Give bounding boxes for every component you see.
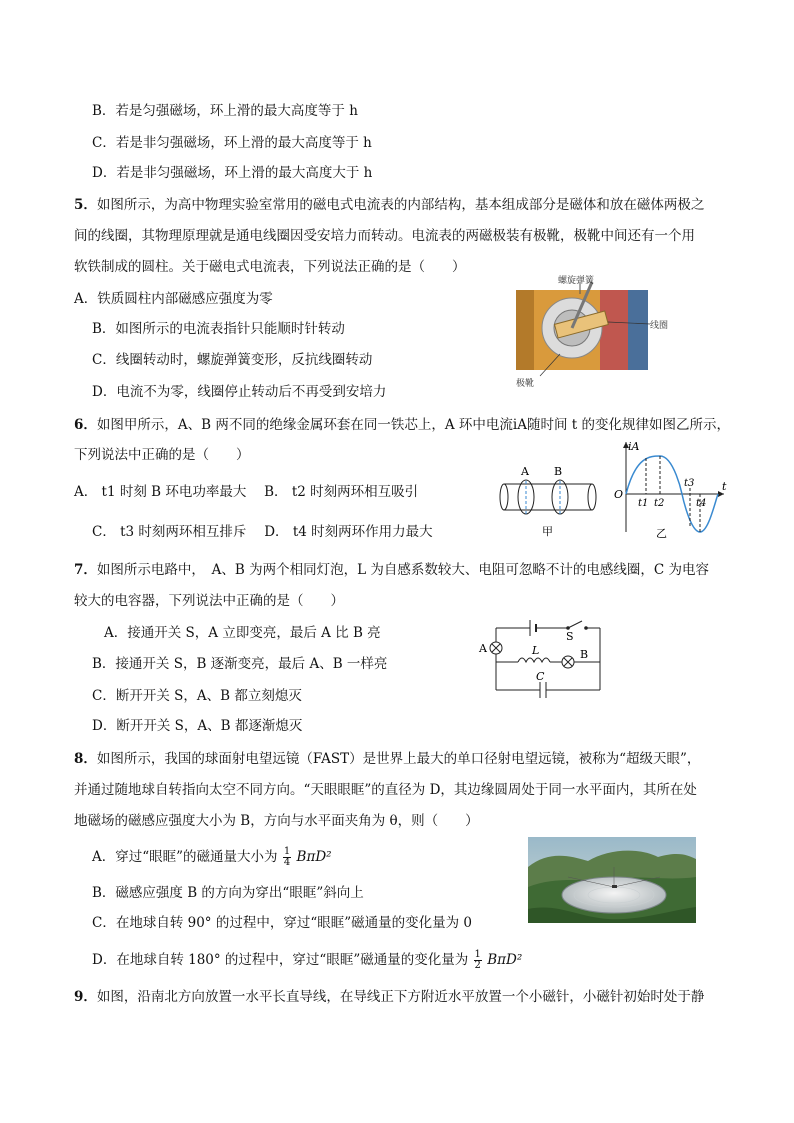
- q5-option-a: A．铁质圆柱内部磁感应强度为零: [74, 291, 273, 307]
- fast-telescope-photo: [528, 837, 696, 923]
- label-coil: 线圈: [650, 321, 669, 331]
- inductor-label: L: [532, 644, 540, 657]
- question-number: 9．: [74, 989, 97, 1005]
- q8-option-a: [92, 847, 332, 868]
- q8-option-d-text: D．在地球自转 180° 的过程中，穿过“眼眶”磁通量的变化量为: [92, 952, 469, 968]
- q9-stem-line1: 9．如图，沿南北方向放置一水平长直导线，在导线正下方附近水平放置一个小磁针，小磁针初始时处于静: [74, 989, 705, 1005]
- q4-option-d: D．若是非匀强磁场，环上滑的最大高度大于 h: [92, 165, 373, 181]
- q7-stem-line1: 7．如图所示电路中， A、B 为两个相同灯泡，L 为自感系数较大、电阻可忽略不计的电感线圈，C 为电容: [74, 562, 709, 578]
- q6-options-cd: C． t3 时刻两环相互排斥 D． t4 时刻两环作用力最大: [92, 524, 433, 540]
- ring-b-label: B: [554, 465, 563, 478]
- capacitor-label: C: [536, 670, 545, 683]
- q7-option-d: D．断开开关 S，A、B 都逐渐熄灭: [92, 718, 303, 734]
- question-number: 5．: [74, 197, 97, 213]
- t1-label: t1: [638, 498, 649, 509]
- q7-option-c: C．断开开关 S，A、B 都立刻熄灭: [92, 688, 302, 704]
- q8-option-d-formula: BπD²: [487, 952, 523, 968]
- rings-figure-jia: [494, 462, 604, 540]
- figure-yi-caption: 乙: [656, 527, 667, 540]
- q6-stem-line1: 6．如图甲所示，A、B 两不同的绝缘金属环套在同一铁芯上，A 环中电流iA随时间 t 的变化规律如图乙所示，: [74, 417, 730, 433]
- galvanometer-figure: [500, 272, 680, 390]
- q8-option-a-fraction: $\frac{1}{4}$: [283, 846, 291, 868]
- lamp-b-label: B: [580, 648, 589, 661]
- origin-label: O: [614, 488, 624, 501]
- axis-y-label: iA: [628, 440, 640, 453]
- q8-stem-line3: 地磁场的磁感应强度大小为 B，方向与水平面夹角为 θ，则（ ）: [74, 813, 479, 829]
- current-graph-yi: [604, 436, 730, 540]
- question-number: 6．: [74, 417, 97, 433]
- core-right-end: [588, 484, 596, 510]
- lamp-a-label: A: [479, 642, 487, 655]
- q8-stem-line2: 并通过随地球自转指向太空不同方向。“天眼眼眶”的直径为 D，其边缘圆周处于同一水平面内，其所在处: [74, 782, 697, 798]
- q8-option-d: [92, 950, 522, 971]
- q8-option-a-text: A．穿过“眼眶”的磁通量大小为: [92, 849, 278, 865]
- q8-option-d-fraction: $\frac{1}{2}$: [474, 949, 481, 971]
- core-left-end: [500, 484, 508, 510]
- q5-option-d: D．电流不为零，线圈停止转动后不再受到安培力: [92, 384, 387, 400]
- t2-label: t2: [654, 498, 665, 509]
- t3-label: t3: [684, 478, 695, 489]
- q5-stem-line2: 间的线圈，其物理原理就是通电线圈因受安培力而转动。电流表的两磁极装有极靴，极靴中间还有一个用: [74, 228, 695, 244]
- q8-option-c: C．在地球自转 90° 的过程中，穿过“眼眶”磁通量的变化量为 0: [92, 915, 473, 931]
- q8-option-a-formula: BπD²: [296, 849, 332, 865]
- t4-label: t4: [696, 498, 707, 509]
- q5-stem-line3: 软铁制成的圆柱。关于磁电式电流表，下列说法正确的是（ ）: [74, 259, 466, 275]
- q4-option-b: B．若是匀强磁场，环上滑的最大高度等于 h: [92, 103, 358, 119]
- feed-cabin: [612, 885, 617, 888]
- q5-option-c: C．线圈转动时，螺旋弹簧变形，反抗线圈转动: [92, 352, 373, 368]
- q8-option-b: B．磁感应强度 B 的方向为穿出“眼眶”斜向上: [92, 885, 364, 901]
- q7-stem-line2: 较大的电容器，下列说法中正确的是（ ）: [74, 593, 344, 609]
- switch-s: [568, 621, 582, 628]
- q8-stem-line1: 8．如图所示，我国的球面射电望远镜（FAST）是世界上最大的单口径射电望远镜，被称为“超级天眼”，: [74, 751, 701, 767]
- label-spring: 螺旋弹簧: [558, 276, 595, 286]
- q4-option-c: C．若是非匀强磁场，环上滑的最大高度等于 h: [92, 135, 372, 151]
- figure-jia-caption: 甲: [542, 525, 553, 538]
- circuit-figure: [476, 618, 612, 700]
- question-number: 7．: [74, 562, 97, 578]
- label-pole-shoe: 极靴: [516, 379, 535, 389]
- ring-a-label: A: [521, 465, 529, 478]
- axis-x-label: t: [722, 480, 727, 493]
- q7-option-b: B．接通开关 S，B 逐渐变亮，最后 A、B 一样亮: [92, 656, 388, 672]
- q6-stem-line2: 下列说法中正确的是（ ）: [74, 447, 250, 463]
- q7-option-a: A．接通开关 S，A 立即变亮，最后 A 比 B 亮: [104, 625, 381, 641]
- question-number: 8．: [74, 751, 97, 767]
- magnet-right-pole: [600, 290, 630, 370]
- inductor-l: [518, 658, 550, 662]
- switch-label: S: [566, 630, 574, 643]
- q6-options-ab: A． t1 时刻 B 环电功率最大 B． t2 时刻两环相互吸引: [74, 484, 419, 500]
- q5-option-b: B．如图所示的电流表指针只能顺时针转动: [92, 321, 345, 337]
- q5-stem-line1: 5．如图所示，为高中物理实验室常用的磁电式电流表的内部结构，基本组成部分是磁体和放在磁体两极之: [74, 197, 705, 213]
